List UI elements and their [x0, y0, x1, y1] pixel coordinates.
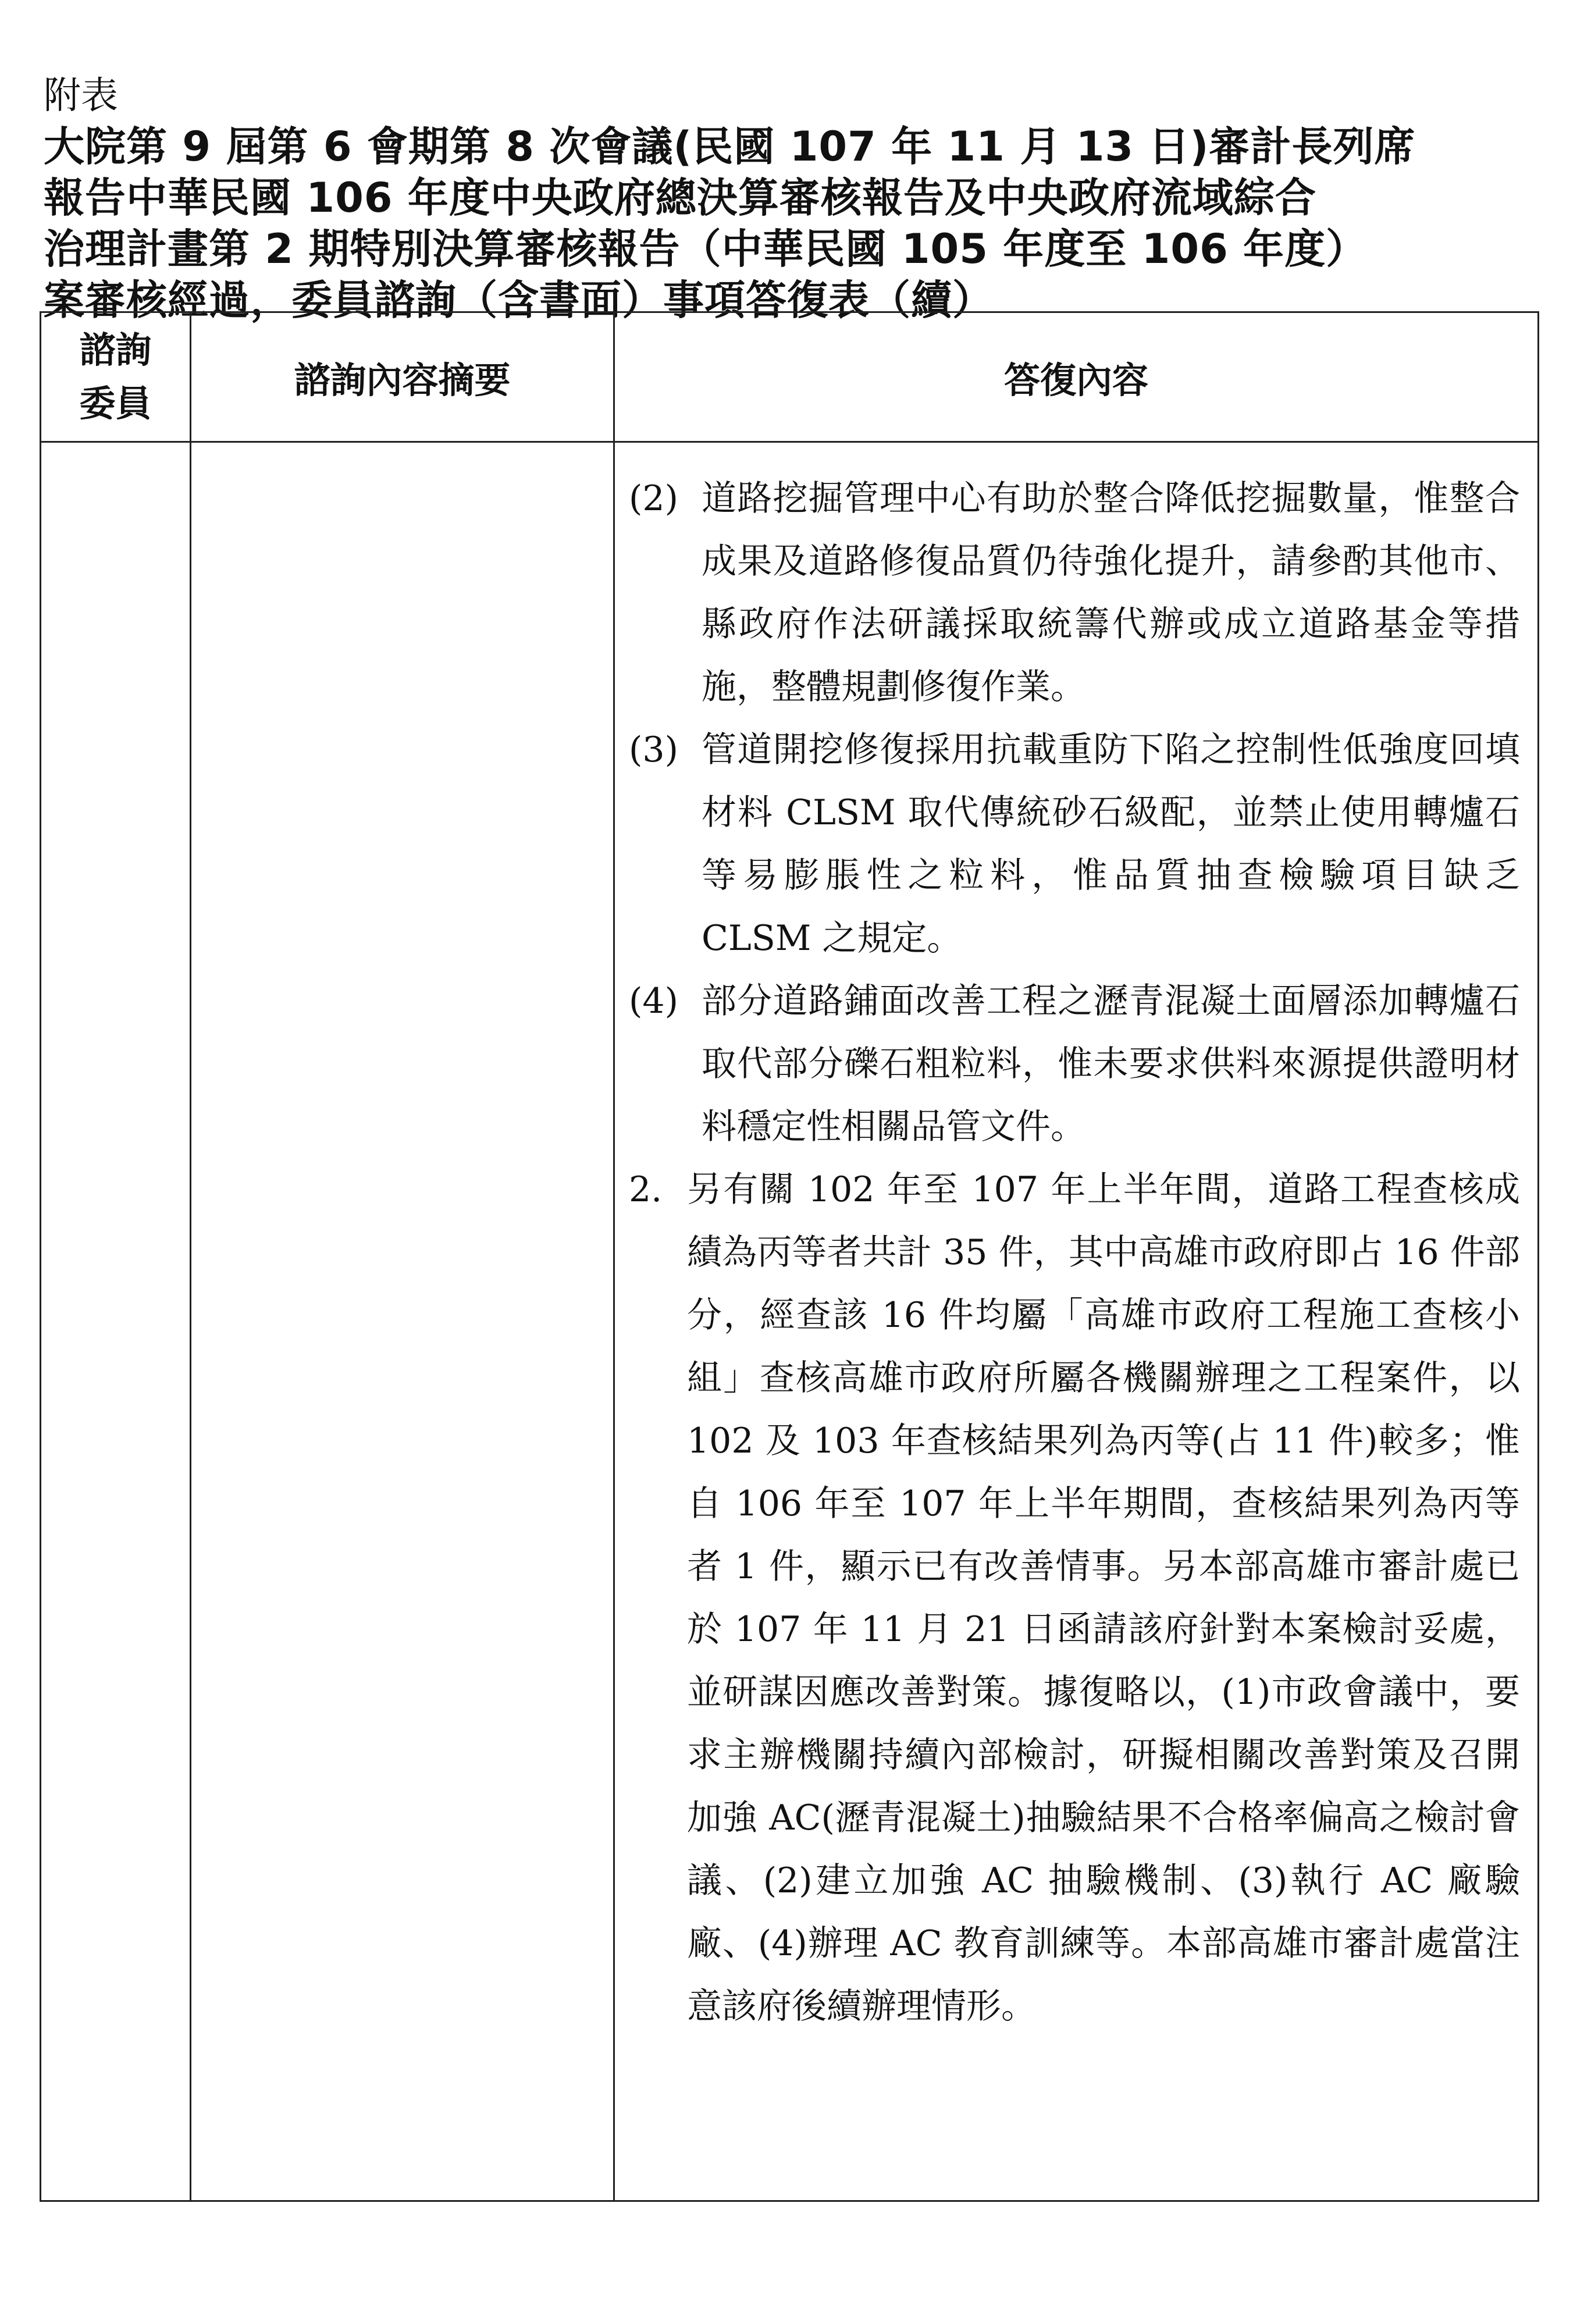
header-member-line: 諮詢 [79, 329, 152, 371]
table-header-row [41, 312, 1539, 442]
attachment-label: 附表 [44, 74, 118, 118]
reply-item [629, 467, 1520, 718]
header-reply: 答復內容 [614, 312, 1539, 442]
table-row [41, 442, 1539, 2201]
member-cell [41, 442, 191, 2201]
item-marker: (3) [629, 729, 678, 770]
reply-item [629, 1158, 1520, 2038]
title-line: 治理計畫第 2 期特別決算審核報告（中華民國 105 年度至 106 年度） [44, 225, 1368, 273]
title-line: 報告中華民國 106 年度中央政府總決算審核報告及中央政府流域綜合 [44, 174, 1316, 222]
reply-item [629, 718, 1520, 970]
reply-item [629, 970, 1520, 1158]
header-member-line: 委員 [79, 382, 152, 425]
reply-content [615, 443, 1537, 2061]
item-marker: (2) [629, 478, 678, 519]
header-member [41, 312, 191, 442]
item-text: 管道開挖修復採用抗載重防下陷之控制性低強度回填材料 CLSM 取代傳統砂石級配，並禁止使用轉爐石等易膨脹性之粒料，惟品質抽查檢驗項目缺乏 CLSM 之規定。 [702, 729, 1520, 959]
reply-table [40, 311, 1539, 2202]
summary-cell [191, 442, 614, 2201]
header-summary: 諮詢內容摘要 [191, 312, 614, 442]
document-title [44, 121, 1556, 326]
title-line: 大院第 9 屆第 6 會期第 8 次會議(民國 107 年 11 月 13 日)審計長列席 [44, 123, 1416, 170]
item-marker: (4) [629, 981, 678, 1022]
reply-cell [614, 442, 1539, 2201]
title-line: 案審核經過，委員諮詢（含書面）事項答復表（續） [44, 276, 994, 324]
item-text: 另有關 102 年至 107 年上半年間，道路工程查核成績為丙等者共計 35 件，其中高雄市政府即占 16 件部分，經查該 16 件均屬「高雄市政府工程施工查核小組」查核高雄市政府所屬各機關辦理之工程案件，以 102 及 103 年查核結果列為丙等(占 11 件)較多；惟自 106 年至 107 年上半年期間，查核結果列為丙等者 1 件，顯示已有改善情事。另本部高雄市審計處已於 107 年 11 月 21 日函請該府針對本案檢討妥處，並研謀因應改善對策。據復略以，(1)市政會議中，要求主辦機關持續內部檢討，研擬相關改善對策及召開加強 AC(瀝青混凝土)抽驗結果不合格率偏高之檢討會議、(2)建立加強 AC 抽驗機制、(3)執行 AC 廠驗廠、(4)辦理 AC 教育訓練等。本部高雄市審計處當注意該府後續辦理情形。 [687, 1169, 1520, 2027]
item-text: 部分道路鋪面改善工程之瀝青混凝土面層添加轉爐石取代部分礫石粗粒料，惟未要求供料來源提供證明材料穩定性相關品管文件。 [702, 981, 1520, 1147]
item-marker: 2. [629, 1169, 663, 1210]
item-text: 道路挖掘管理中心有助於整合降低挖掘數量，惟整合成果及道路修復品質仍待強化提升，請參酌其他市、縣政府作法研議採取統籌代辦或成立道路基金等措施，整體規劃修復作業。 [702, 478, 1520, 707]
